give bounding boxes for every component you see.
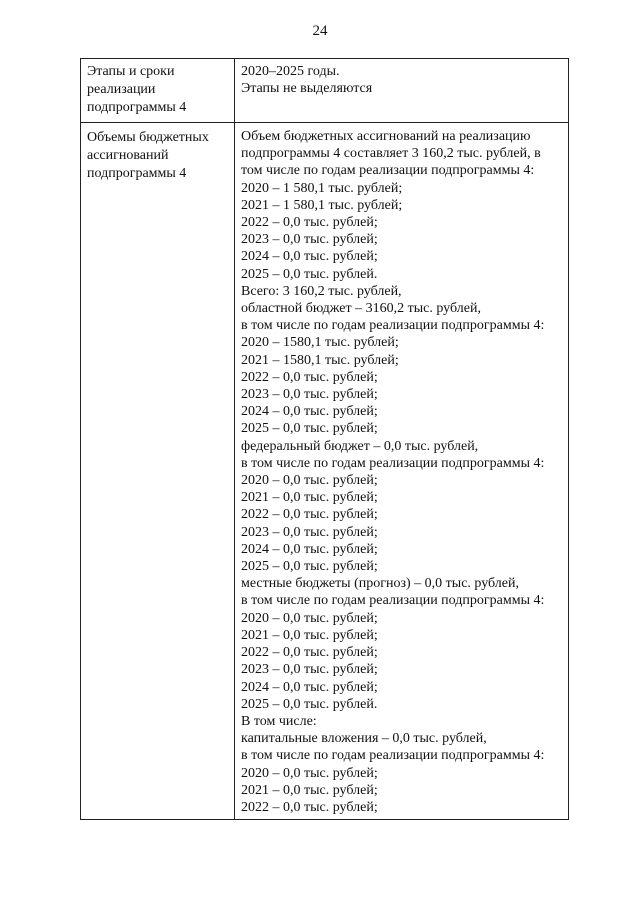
- page-number: 24: [312, 23, 328, 39]
- row-stages-label-line: реализации: [87, 82, 156, 97]
- budget-text-line: 2024 – 0,0 тыс. рублей;: [241, 679, 378, 695]
- table-row-stages: [81, 59, 568, 123]
- budget-text-line: в том числе по годам реализации подпрограммы 4:: [241, 748, 545, 764]
- budget-text-line: в том числе по годам реализации подпрограммы 4:: [241, 318, 545, 334]
- budget-text-line: 2025 – 0,0 тыс. рублей.: [241, 696, 378, 712]
- budget-text-line: 2020 – 0,0 тыс. рублей;: [241, 473, 378, 489]
- row-stages-label-line: подпрограммы 4: [87, 100, 187, 115]
- column-divider: [234, 59, 235, 819]
- budget-text-line: Всего: 3 160,2 тыс. рублей,: [241, 283, 402, 299]
- row-budget-label-line: подпрограммы 4: [87, 166, 187, 181]
- budget-text-line: 2022 – 0,0 тыс. рублей;: [241, 369, 378, 385]
- budget-text-line: капитальные вложения – 0,0 тыс. рублей,: [241, 731, 487, 747]
- budget-text-line: 2020 – 0,0 тыс. рублей;: [241, 765, 378, 781]
- row-budget-label-line: Объемы бюджетных: [87, 130, 209, 145]
- budget-text-line: 2023 – 0,0 тыс. рублей;: [241, 387, 378, 403]
- budget-text-line: подпрограммы 4 составляет 3 160,2 тыс. рублей, в: [241, 146, 541, 162]
- budget-text-line: 2021 – 0,0 тыс. рублей;: [241, 782, 378, 798]
- budget-text-line: 2022 – 0,0 тыс. рублей;: [241, 507, 378, 523]
- budget-text-line: 2022 – 0,0 тыс. рублей;: [241, 215, 378, 231]
- budget-text-line: В том числе:: [241, 713, 317, 729]
- budget-text-line: 2024 – 0,0 тыс. рублей;: [241, 541, 378, 557]
- budget-text-line: Объем бюджетных ассигнований на реализацию: [241, 129, 531, 144]
- budget-text-line: 2021 – 0,0 тыс. рублей;: [241, 490, 378, 506]
- budget-text-line: 2022 – 0,0 тыс. рублей;: [241, 799, 378, 815]
- row-stages-label-line: Этапы и сроки: [87, 64, 175, 79]
- budget-text-line: 2024 – 0,0 тыс. рублей;: [241, 249, 378, 265]
- row-stages-value-line: Этапы не выделяются: [241, 81, 373, 97]
- budget-text-line: 2020 – 1580,1 тыс. рублей;: [241, 335, 399, 351]
- budget-text-line: 2025 – 0,0 тыс. рублей.: [241, 266, 378, 282]
- budget-text-line: 2021 – 0,0 тыс. рублей;: [241, 627, 378, 643]
- budget-text-line: в том числе по годам реализации подпрограммы 4:: [241, 455, 545, 471]
- budget-text-line: областной бюджет – 3160,2 тыс. рублей,: [241, 301, 481, 317]
- budget-text-line: 2024 – 0,0 тыс. рублей;: [241, 404, 378, 420]
- budget-text-line: 2025 – 0,0 тыс. рублей;: [241, 559, 378, 575]
- row-budget-value: [241, 128, 571, 816]
- budget-text-line: в том числе по годам реализации подпрограммы 4:: [241, 593, 545, 609]
- budget-text-line: 2023 – 0,0 тыс. рублей;: [241, 662, 378, 678]
- row-stages-value: [241, 63, 571, 97]
- budget-text-line: том числе по годам реализации подпрограммы 4:: [241, 163, 535, 179]
- budget-text-line: 2021 – 1580,1 тыс. рублей;: [241, 352, 399, 368]
- row-budget-label: [87, 129, 229, 183]
- budget-text-line: 2025 – 0,0 тыс. рублей;: [241, 421, 378, 437]
- subprogram-passport-table: [80, 58, 569, 820]
- budget-text-line: 2020 – 1 580,1 тыс. рублей;: [241, 180, 403, 196]
- budget-text-line: 2022 – 0,0 тыс. рублей;: [241, 645, 378, 661]
- budget-text-line: 2021 – 1 580,1 тыс. рублей;: [241, 197, 403, 213]
- budget-text-line: 2020 – 0,0 тыс. рублей;: [241, 610, 378, 626]
- budget-text-line: федеральный бюджет – 0,0 тыс. рублей,: [241, 438, 479, 454]
- budget-text-line: местные бюджеты (прогноз) – 0,0 тыс. рублей,: [241, 576, 520, 592]
- row-stages-value-line: 2020–2025 годы.: [241, 64, 340, 79]
- budget-text-line: 2023 – 0,0 тыс. рублей;: [241, 232, 378, 248]
- budget-text-line: 2023 – 0,0 тыс. рублей;: [241, 524, 378, 540]
- row-stages-label: [87, 63, 229, 117]
- row-budget-label-line: ассигнований: [87, 148, 169, 163]
